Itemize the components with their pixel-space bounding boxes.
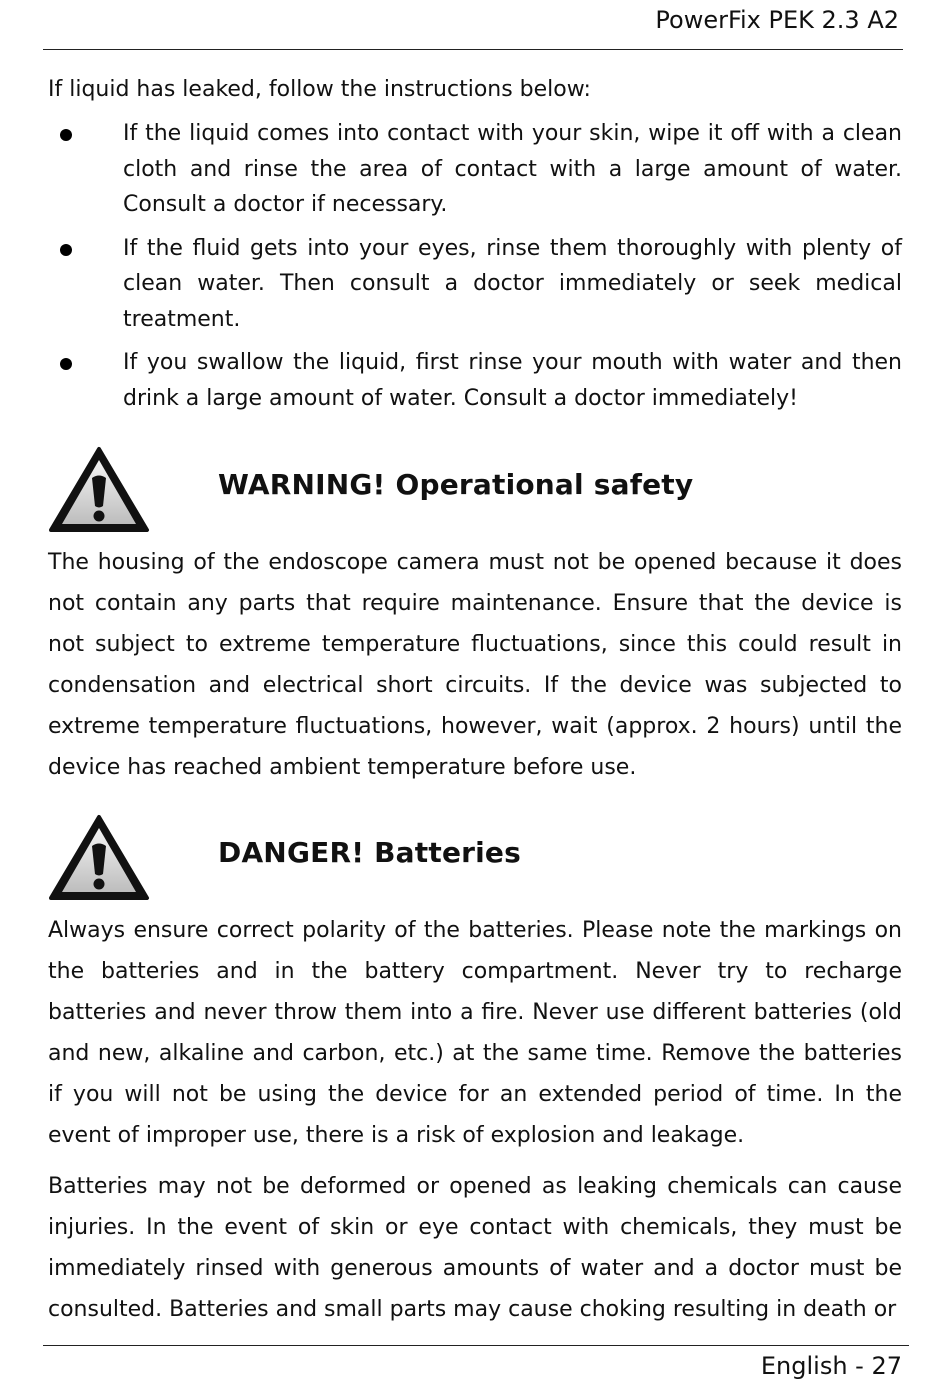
list-item-text: If you swallow the liquid, first rinse your mouth with water and then drink a large amount of water. Consult a doctor immediately! xyxy=(123,350,902,411)
bullet-icon xyxy=(60,358,72,370)
operational-safety-paragraph: The housing of the endoscope camera must not be opened because it does not contain any parts that require maintenance. Ensure that the device is not subject to extreme temperature fluctuations, since this could result in condensation and electrical short circuits. If the device was subjected to extreme temperature fluctuations, however, wait (approx. 2 hours) until the device has reached ambient temperature before use. xyxy=(48,550,902,780)
page-footer xyxy=(43,1345,909,1391)
list-item-text: If the liquid comes into contact with your skin, wipe it off with a clean cloth and rinse the area of contact with a large amount of water. Consult a doctor if necessary. xyxy=(123,121,902,217)
list-item-text: If the fluid gets into your eyes, rinse them thoroughly with plenty of clean water. Then consult a doctor immediately or seek medical treatment. xyxy=(123,235,902,332)
page-header xyxy=(43,0,903,50)
document-title: PowerFix PEK 2.3 A2 xyxy=(655,6,899,34)
batteries-paragraph-2: Batteries may not be deformed or opened as leaking chemicals can cause injuries. In the event of skin or eye contact with chemicals, they must be immediately rinsed with generous amounts of water and a doctor must be consulted. Batteries and small parts may cause choking resulting in death or xyxy=(48,1174,902,1322)
bullet-icon xyxy=(60,129,72,141)
section-title: DANGER! Batteries xyxy=(218,836,521,869)
batteries-heading xyxy=(48,814,902,910)
list-item xyxy=(48,345,902,416)
list-item xyxy=(48,116,902,223)
leak-instructions-list xyxy=(48,116,902,416)
bullet-icon xyxy=(60,244,72,256)
operational-safety-heading xyxy=(48,446,902,542)
batteries-paragraph-1: Always ensure correct polarity of the batteries. Please note the markings on the batteries and in the battery compartment. Never try to recharge batteries and never throw them into a fire. Never use different batteries (old and new, alkaline and carbon, etc.) at the same time. Remove the batteries if you will not be using the device for an extended period of time. In the event of improper use, there is a risk of explosion and leakage. xyxy=(48,918,902,1148)
section-title: WARNING! Operational safety xyxy=(218,468,694,501)
warning-triangle-icon xyxy=(48,814,150,902)
page-content xyxy=(48,72,902,1330)
leak-intro: If liquid has leaked, follow the instructions below: xyxy=(48,77,591,102)
page-number: English - 27 xyxy=(760,1352,902,1380)
list-item xyxy=(48,231,902,338)
warning-triangle-icon xyxy=(48,446,150,534)
